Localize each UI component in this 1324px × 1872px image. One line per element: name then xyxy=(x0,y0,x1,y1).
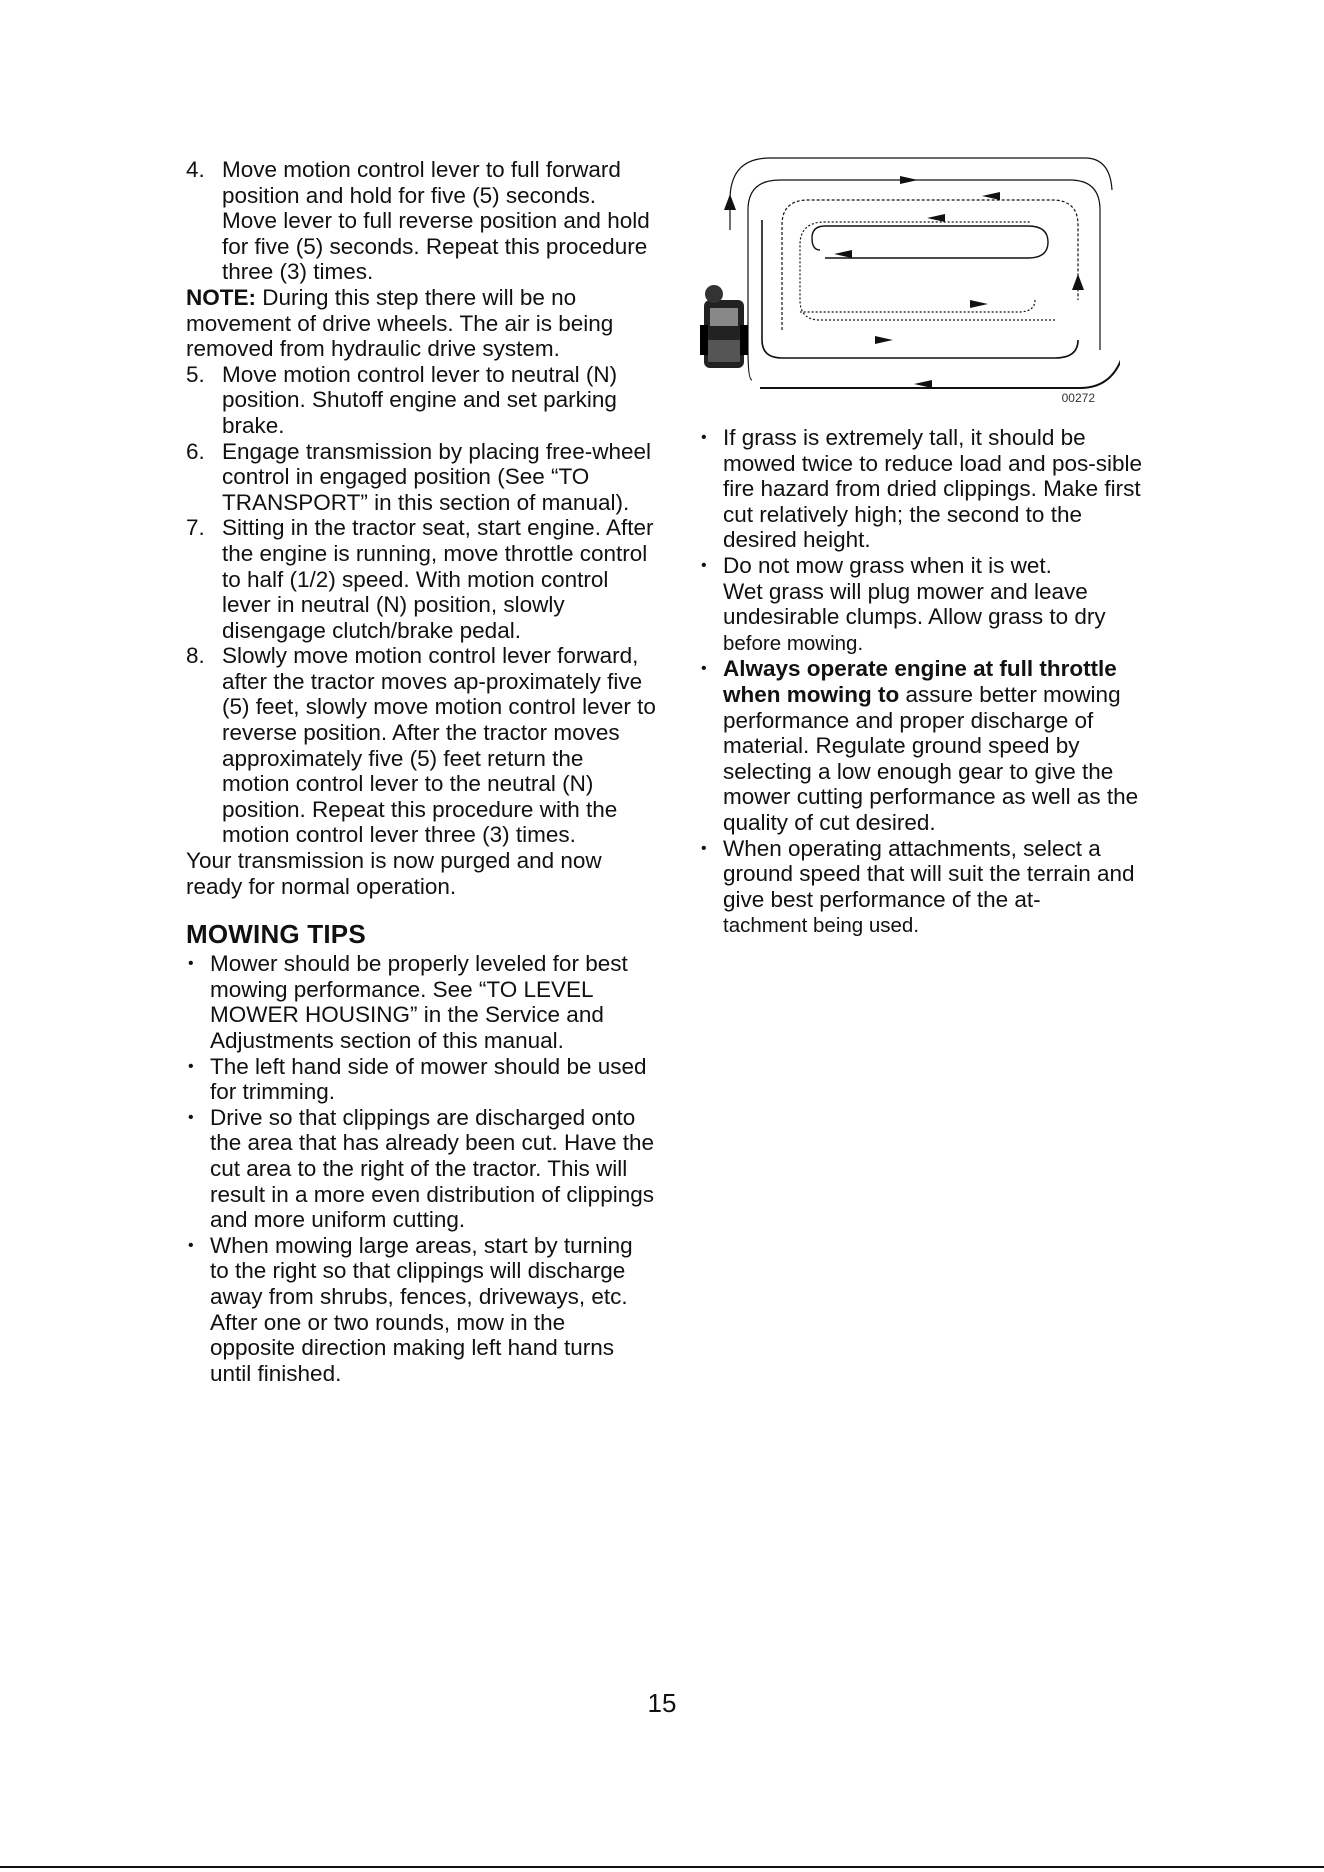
bullet-icon: • xyxy=(701,660,707,678)
bullet-icon: • xyxy=(188,1057,194,1075)
step-number: 7. xyxy=(186,515,205,541)
bullet-icon: • xyxy=(188,955,194,973)
tip-text: assure better mowing performance and proper discharge of material. Regulate ground speed by selecting a low enough gear to give the mower cutting performance as well as the quality of cut desired. xyxy=(723,681,1139,835)
step-7 xyxy=(186,515,656,643)
arrow-icon xyxy=(970,300,988,308)
arrow-icon xyxy=(927,214,945,222)
tip-item xyxy=(699,656,1149,835)
arrow-icon xyxy=(900,176,918,184)
bullet-icon: • xyxy=(701,429,707,446)
mowing-pattern-diagram xyxy=(700,150,1120,410)
tip-text: before mowing. xyxy=(723,631,864,655)
tip-item xyxy=(699,425,1149,553)
page-number: 15 xyxy=(647,1688,677,1718)
tip-item xyxy=(186,1054,656,1105)
note-paragraph xyxy=(186,285,656,362)
step-8 xyxy=(186,643,656,848)
bullet-icon: • xyxy=(188,1236,194,1254)
tip-text: When operating attachments, select a ground speed that will suit the terrain and give best performance of the at- xyxy=(723,835,1135,912)
arrow-icon xyxy=(914,380,932,388)
arrow-icon xyxy=(1072,274,1084,290)
figure-code: 00272 xyxy=(1061,391,1095,405)
tip-text: Drive so that clippings are discharged onto the area that has already been cut. Have the cut area to the right of the tractor. This will result in a more even distribution of clippings and more uniform cutting. xyxy=(210,1104,655,1233)
tip-text: Mower should be properly leveled for best mowing performance. See “TO LEVEL MOWER HOUSING” in the Service and Adjustments section of this manual. xyxy=(210,951,628,1053)
arrow-icon xyxy=(875,336,893,344)
tip-text: Do not mow grass when it is wet. xyxy=(723,552,1052,578)
tip-item xyxy=(186,1233,656,1387)
tip-bold-text: Always operate engine at full throttle when mowing to xyxy=(723,656,1117,707)
tip-item xyxy=(699,553,1149,656)
section-heading: MOWING TIPS xyxy=(186,919,366,950)
bullet-icon: • xyxy=(701,839,707,857)
step-text: Engage transmission by placing free-wheel control in engaged position (See “TO TRANSPORT” in this section of manual). xyxy=(222,438,651,515)
note-label: NOTE: xyxy=(186,284,256,310)
arrow-icon xyxy=(834,250,852,258)
bullet-icon: • xyxy=(701,556,707,574)
arrow-icon xyxy=(724,194,736,210)
bullet-icon: • xyxy=(188,1108,194,1126)
step-4 xyxy=(186,157,656,285)
step-5 xyxy=(186,362,656,439)
tip-item xyxy=(699,836,1149,939)
tip-text: Wet grass will plug mower and leave undesirable clumps. Allow grass to dry xyxy=(723,578,1106,630)
tip-item xyxy=(186,1105,656,1233)
step-number: 5. xyxy=(186,361,205,387)
step-text: Move motion control lever to full forward position and hold for five (5) seconds. Move lever to full reverse position and hold for five (5) seconds. Repeat this procedure three (3) times. xyxy=(222,157,650,285)
note-text: During this step there will be no movement of drive wheels. The air is being removed from hydraulic drive system. xyxy=(186,284,614,362)
arrow-icon xyxy=(982,192,1000,200)
tip-item xyxy=(186,951,656,1053)
tip-text: If grass is extremely tall, it should be mowed twice to reduce load and pos-sible fire hazard from dried clippings. Make first cut relatively high; the second to the desired height. xyxy=(723,425,1142,553)
step-number: 6. xyxy=(186,438,205,464)
step-number: 4. xyxy=(186,157,205,182)
left-column xyxy=(186,157,656,1386)
closing-paragraph: Your transmission is now purged and now ready for normal operation. xyxy=(186,848,602,899)
riding-tractor-icon xyxy=(700,285,748,368)
tip-text: When mowing large areas, start by turning to the right so that clippings will discharge away from shrubs, fences, driveways, etc. After one or two rounds, mow in the opposite direction making left hand turns until finished. xyxy=(210,1232,633,1386)
step-text: Slowly move motion control lever forward, after the tractor moves ap-proximately five (5) feet, slowly move motion control lever to reverse position. After the tractor moves approximately five (5) feet return the motion control lever to the neutral (N) position. Repeat this procedure with the motion control lever three (3) times. xyxy=(222,643,656,848)
step-number: 8. xyxy=(186,643,205,669)
tip-text: The left hand side of mower should be used for trimming. xyxy=(210,1053,647,1105)
step-6 xyxy=(186,439,656,516)
tip-text: tachment being used. xyxy=(723,914,920,938)
step-text: Sitting in the tractor seat, start engine. After the engine is running, move throttle control to half (1/2) speed. With motion control lever in neutral (N) position, slowly disengage clutch/brake pedal. xyxy=(222,515,654,643)
page-divider xyxy=(0,1866,1324,1868)
step-text: Move motion control lever to neutral (N) position. Shutoff engine and set parking brake. xyxy=(222,361,618,438)
right-column xyxy=(699,425,1149,939)
